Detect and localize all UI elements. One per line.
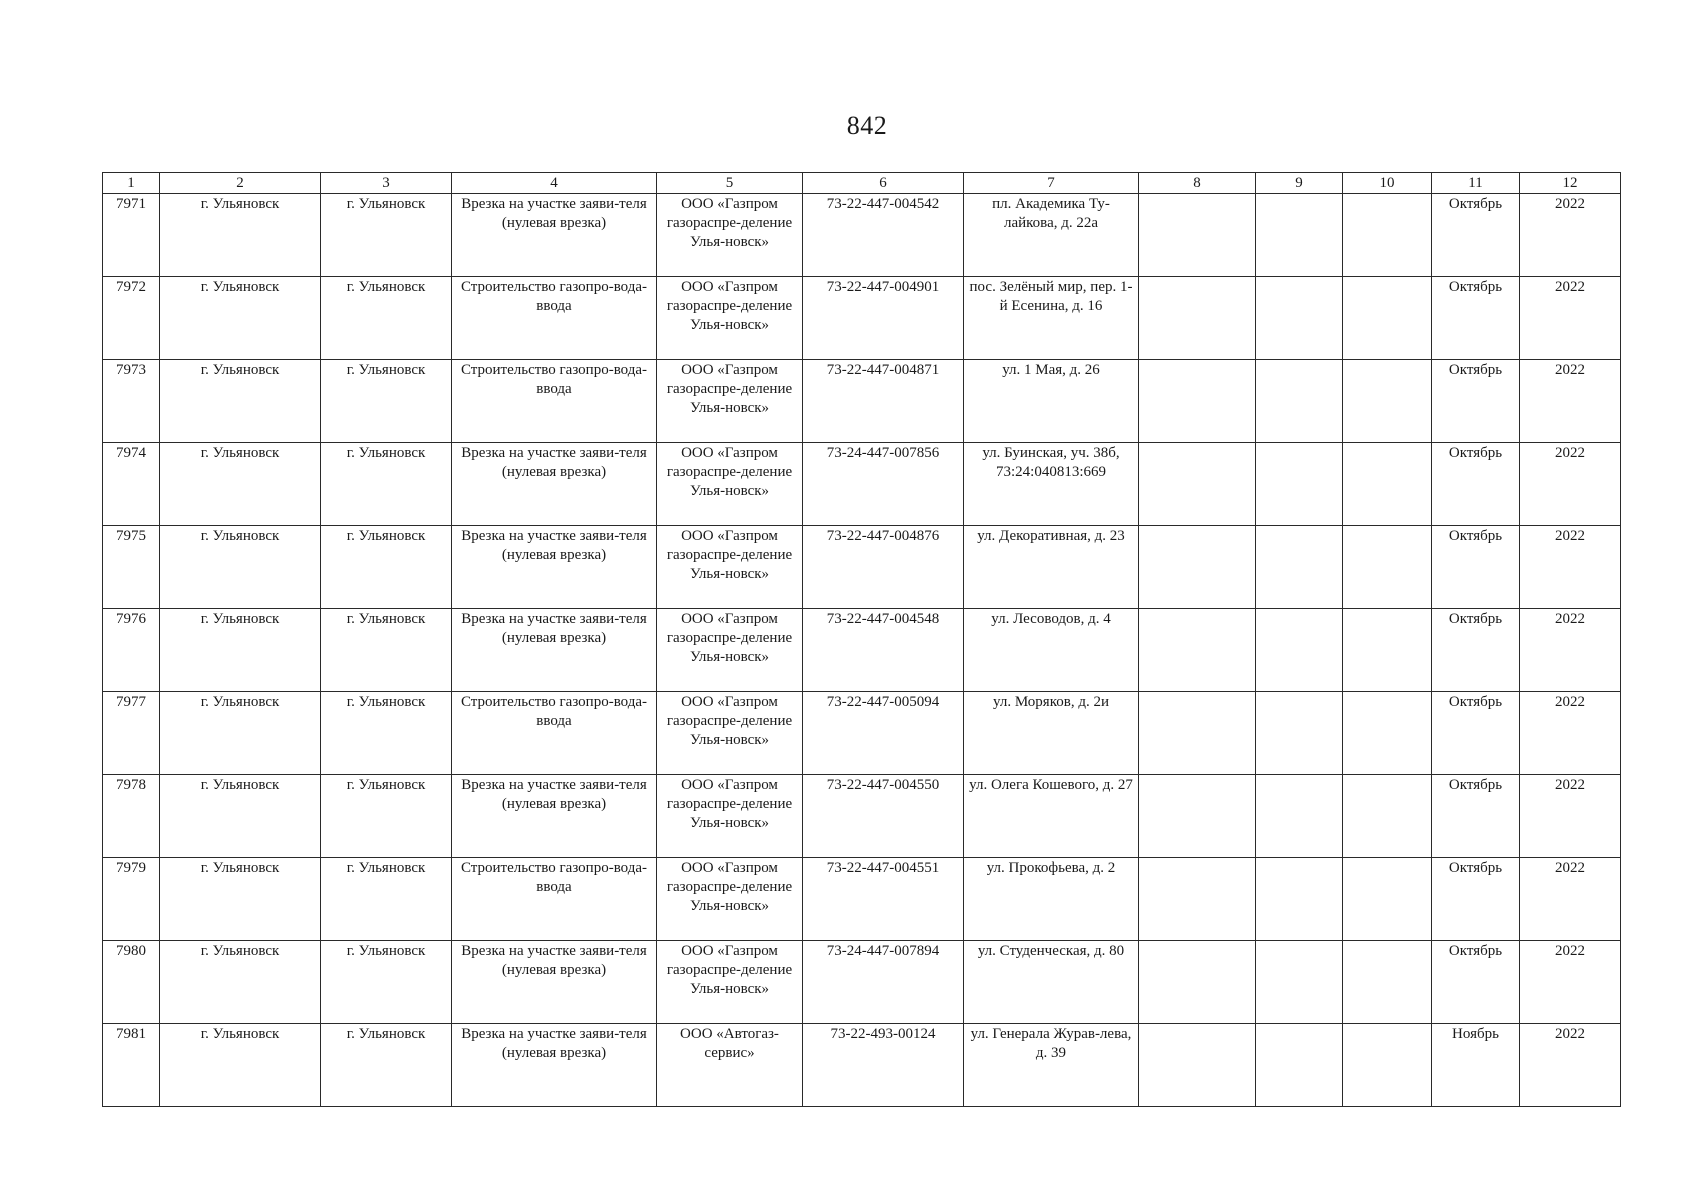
- operator-cell: ООО «Газпром газораспре-деление Улья-новск»: [657, 443, 803, 526]
- month-cell: Октябрь: [1432, 526, 1520, 609]
- column-9-cell: [1256, 526, 1343, 609]
- operator-cell: ООО «Газпром газораспре-деление Улья-новск»: [657, 858, 803, 941]
- identifier-cell: 73-22-447-004542: [803, 194, 964, 277]
- column-10-cell: [1343, 775, 1432, 858]
- month-cell: Октябрь: [1432, 858, 1520, 941]
- locality-cell: г. Ульяновск: [160, 941, 321, 1024]
- work-type-cell: Врезка на участке заяви-теля (нулевая врезка): [452, 526, 657, 609]
- work-type-cell: Врезка на участке заяви-теля (нулевая врезка): [452, 443, 657, 526]
- column-8-cell: [1139, 443, 1256, 526]
- table-row: [103, 858, 1621, 941]
- row-number-cell: 7974: [103, 443, 160, 526]
- row-number-cell: 7977: [103, 692, 160, 775]
- column-header: 9: [1256, 173, 1343, 194]
- column-9-cell: [1256, 277, 1343, 360]
- column-9-cell: [1256, 941, 1343, 1024]
- row-number-cell: 7973: [103, 360, 160, 443]
- year-cell: 2022: [1520, 1024, 1621, 1107]
- table-row: [103, 277, 1621, 360]
- settlement-cell: г. Ульяновск: [321, 609, 452, 692]
- settlement-cell: г. Ульяновск: [321, 360, 452, 443]
- column-9-cell: [1256, 443, 1343, 526]
- row-number-cell: 7978: [103, 775, 160, 858]
- table-row: [103, 443, 1621, 526]
- settlement-cell: г. Ульяновск: [321, 692, 452, 775]
- work-type-cell: Врезка на участке заяви-теля (нулевая врезка): [452, 941, 657, 1024]
- table-row: [103, 941, 1621, 1024]
- table-row: [103, 526, 1621, 609]
- column-header: 11: [1432, 173, 1520, 194]
- year-cell: 2022: [1520, 443, 1621, 526]
- row-number-cell: 7981: [103, 1024, 160, 1107]
- column-8-cell: [1139, 858, 1256, 941]
- operator-cell: ООО «Газпром газораспре-деление Улья-новск»: [657, 194, 803, 277]
- column-header: 3: [321, 173, 452, 194]
- locality-cell: г. Ульяновск: [160, 1024, 321, 1107]
- column-10-cell: [1343, 194, 1432, 277]
- column-8-cell: [1139, 775, 1256, 858]
- column-10-cell: [1343, 526, 1432, 609]
- operator-cell: ООО «Газпром газораспре-деление Улья-новск»: [657, 775, 803, 858]
- row-number-cell: 7971: [103, 194, 160, 277]
- settlement-cell: г. Ульяновск: [321, 277, 452, 360]
- month-cell: Октябрь: [1432, 941, 1520, 1024]
- page-number: 842: [846, 111, 888, 140]
- locality-cell: г. Ульяновск: [160, 526, 321, 609]
- work-type-cell: Врезка на участке заяви-теля (нулевая врезка): [452, 194, 657, 277]
- work-type-cell: Врезка на участке заяви-теля (нулевая врезка): [452, 609, 657, 692]
- identifier-cell: 73-22-447-004871: [803, 360, 964, 443]
- identifier-cell: 73-22-447-004548: [803, 609, 964, 692]
- operator-cell: ООО «Газпром газораспре-деление Улья-новск»: [657, 360, 803, 443]
- column-8-cell: [1139, 941, 1256, 1024]
- address-cell: ул. Моряков, д. 2и: [964, 692, 1139, 775]
- identifier-cell: 73-22-447-004901: [803, 277, 964, 360]
- work-type-cell: Строительство газопро-вода-ввода: [452, 360, 657, 443]
- column-header: 2: [160, 173, 321, 194]
- work-type-cell: Врезка на участке заяви-теля (нулевая врезка): [452, 1024, 657, 1107]
- month-cell: Октябрь: [1432, 194, 1520, 277]
- identifier-cell: 73-24-447-007894: [803, 941, 964, 1024]
- year-cell: 2022: [1520, 858, 1621, 941]
- row-number-cell: 7976: [103, 609, 160, 692]
- month-cell: Октябрь: [1432, 277, 1520, 360]
- year-cell: 2022: [1520, 941, 1621, 1024]
- settlement-cell: г. Ульяновск: [321, 858, 452, 941]
- settlement-cell: г. Ульяновск: [321, 941, 452, 1024]
- column-header: 7: [964, 173, 1139, 194]
- year-cell: 2022: [1520, 360, 1621, 443]
- year-cell: 2022: [1520, 692, 1621, 775]
- address-cell: ул. Олега Кошевого, д. 27: [964, 775, 1139, 858]
- locality-cell: г. Ульяновск: [160, 609, 321, 692]
- table-row: [103, 194, 1621, 277]
- address-cell: ул. 1 Мая, д. 26: [964, 360, 1139, 443]
- year-cell: 2022: [1520, 775, 1621, 858]
- address-cell: ул. Студенческая, д. 80: [964, 941, 1139, 1024]
- column-9-cell: [1256, 1024, 1343, 1107]
- year-cell: 2022: [1520, 526, 1621, 609]
- locality-cell: г. Ульяновск: [160, 194, 321, 277]
- column-8-cell: [1139, 277, 1256, 360]
- month-cell: Октябрь: [1432, 775, 1520, 858]
- column-header: 1: [103, 173, 160, 194]
- row-number-cell: 7975: [103, 526, 160, 609]
- register-table: [102, 172, 1621, 1107]
- address-cell: ул. Прокофьева, д. 2: [964, 858, 1139, 941]
- column-9-cell: [1256, 194, 1343, 277]
- locality-cell: г. Ульяновск: [160, 277, 321, 360]
- table-row: [103, 1024, 1621, 1107]
- column-9-cell: [1256, 360, 1343, 443]
- identifier-cell: 73-24-447-007856: [803, 443, 964, 526]
- table-row: [103, 360, 1621, 443]
- operator-cell: ООО «Газпром газораспре-деление Улья-новск»: [657, 526, 803, 609]
- month-cell: Октябрь: [1432, 609, 1520, 692]
- row-number-cell: 7980: [103, 941, 160, 1024]
- address-cell: ул. Лесоводов, д. 4: [964, 609, 1139, 692]
- year-cell: 2022: [1520, 609, 1621, 692]
- column-8-cell: [1139, 692, 1256, 775]
- identifier-cell: 73-22-493-00124: [803, 1024, 964, 1107]
- column-10-cell: [1343, 277, 1432, 360]
- column-9-cell: [1256, 609, 1343, 692]
- column-header: 4: [452, 173, 657, 194]
- address-cell: ул. Генерала Журав-лева, д. 39: [964, 1024, 1139, 1107]
- column-10-cell: [1343, 360, 1432, 443]
- settlement-cell: г. Ульяновск: [321, 194, 452, 277]
- identifier-cell: 73-22-447-005094: [803, 692, 964, 775]
- operator-cell: ООО «Газпром газораспре-деление Улья-новск»: [657, 941, 803, 1024]
- column-8-cell: [1139, 1024, 1256, 1107]
- address-cell: пл. Академика Ту-лайкова, д. 22а: [964, 194, 1139, 277]
- work-type-cell: Строительство газопро-вода-ввода: [452, 277, 657, 360]
- table-row: [103, 775, 1621, 858]
- locality-cell: г. Ульяновск: [160, 775, 321, 858]
- locality-cell: г. Ульяновск: [160, 692, 321, 775]
- locality-cell: г. Ульяновск: [160, 858, 321, 941]
- year-cell: 2022: [1520, 277, 1621, 360]
- year-cell: 2022: [1520, 194, 1621, 277]
- table-row: [103, 692, 1621, 775]
- table-row: [103, 609, 1621, 692]
- settlement-cell: г. Ульяновск: [321, 1024, 452, 1107]
- column-header: 5: [657, 173, 803, 194]
- column-8-cell: [1139, 609, 1256, 692]
- settlement-cell: г. Ульяновск: [321, 526, 452, 609]
- work-type-cell: Строительство газопро-вода-ввода: [452, 858, 657, 941]
- column-10-cell: [1343, 858, 1432, 941]
- header-row: [103, 173, 1621, 194]
- month-cell: Ноябрь: [1432, 1024, 1520, 1107]
- identifier-cell: 73-22-447-004551: [803, 858, 964, 941]
- column-10-cell: [1343, 941, 1432, 1024]
- column-9-cell: [1256, 775, 1343, 858]
- address-cell: пос. Зелёный мир, пер. 1-й Есенина, д. 16: [964, 277, 1139, 360]
- operator-cell: ООО «Газпром газораспре-деление Улья-новск»: [657, 692, 803, 775]
- column-10-cell: [1343, 692, 1432, 775]
- column-8-cell: [1139, 360, 1256, 443]
- work-type-cell: Врезка на участке заяви-теля (нулевая врезка): [452, 775, 657, 858]
- settlement-cell: г. Ульяновск: [321, 443, 452, 526]
- operator-cell: ООО «Газпром газораспре-деление Улья-новск»: [657, 277, 803, 360]
- column-header: 8: [1139, 173, 1256, 194]
- operator-cell: ООО «Газпром газораспре-деление Улья-новск»: [657, 609, 803, 692]
- column-header: 10: [1343, 173, 1432, 194]
- column-header: 6: [803, 173, 964, 194]
- settlement-cell: г. Ульяновск: [321, 775, 452, 858]
- row-number-cell: 7972: [103, 277, 160, 360]
- row-number-cell: 7979: [103, 858, 160, 941]
- column-9-cell: [1256, 858, 1343, 941]
- column-10-cell: [1343, 443, 1432, 526]
- address-cell: ул. Декоративная, д. 23: [964, 526, 1139, 609]
- month-cell: Октябрь: [1432, 360, 1520, 443]
- column-8-cell: [1139, 194, 1256, 277]
- table-body: [103, 194, 1621, 1107]
- column-9-cell: [1256, 692, 1343, 775]
- column-10-cell: [1343, 1024, 1432, 1107]
- identifier-cell: 73-22-447-004876: [803, 526, 964, 609]
- column-header: 12: [1520, 173, 1621, 194]
- column-8-cell: [1139, 526, 1256, 609]
- operator-cell: ООО «Автогаз-сервис»: [657, 1024, 803, 1107]
- locality-cell: г. Ульяновск: [160, 360, 321, 443]
- month-cell: Октябрь: [1432, 443, 1520, 526]
- locality-cell: г. Ульяновск: [160, 443, 321, 526]
- month-cell: Октябрь: [1432, 692, 1520, 775]
- address-cell: ул. Буинская, уч. 38б, 73:24:040813:669: [964, 443, 1139, 526]
- identifier-cell: 73-22-447-004550: [803, 775, 964, 858]
- column-10-cell: [1343, 609, 1432, 692]
- work-type-cell: Строительство газопро-вода-ввода: [452, 692, 657, 775]
